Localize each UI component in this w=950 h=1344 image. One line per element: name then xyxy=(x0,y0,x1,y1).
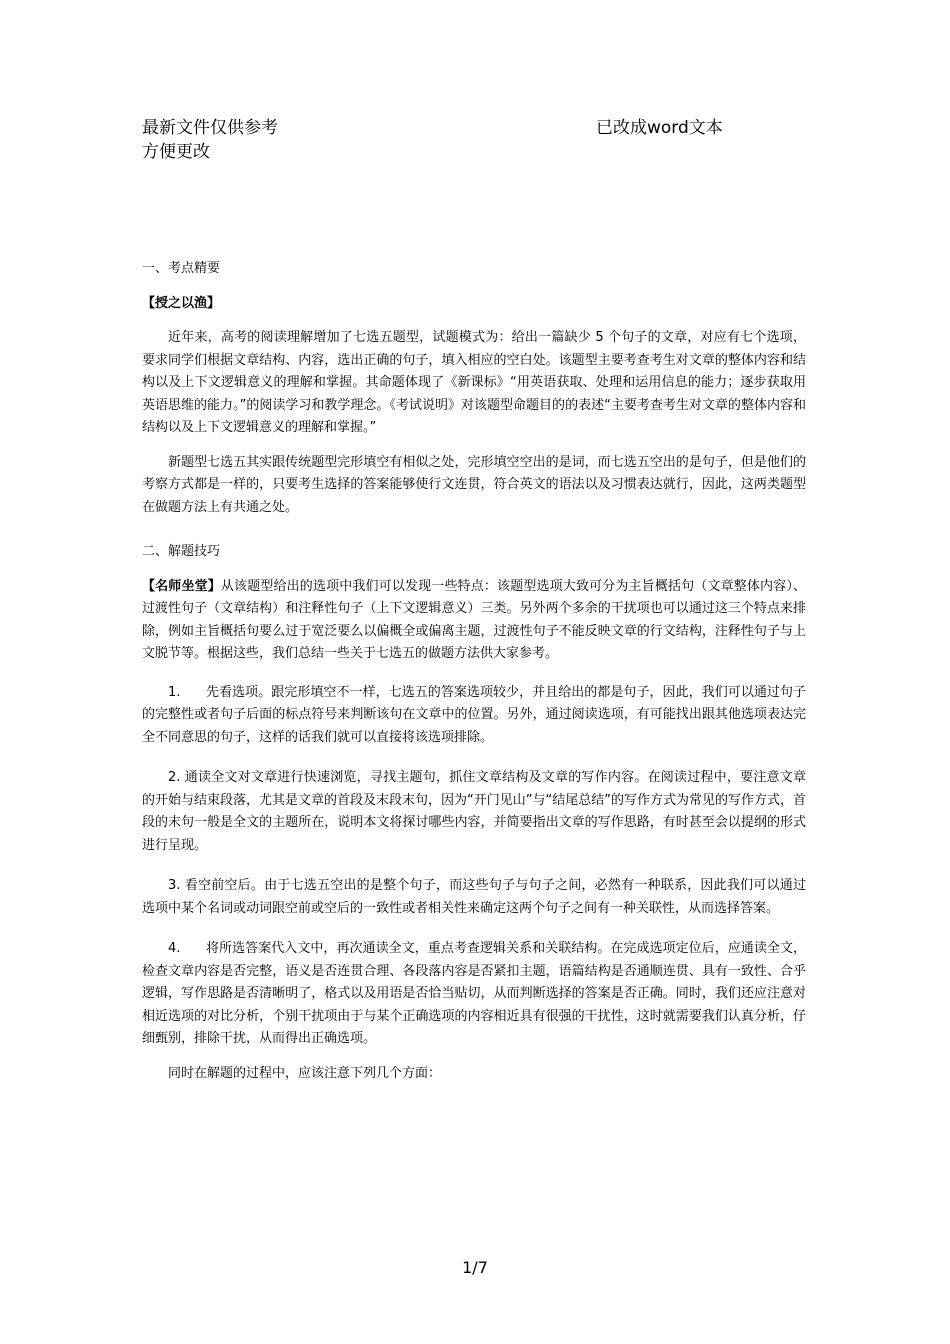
page-number: 1/7 xyxy=(462,1258,488,1277)
list-item-2-text: 通读全文对文章进行快速浏览，寻找主题句，抓住文章结构及文章的写作内容。在阅读过程中，要注意文章的开始与结束段落，尤其是文章的首段及末段末句，因为“开门见山”与“结尾总结”的写作方式为常见的写作方式，首段的末句一般是全文的主题所在，说明本文将探讨哪些内容，并简要指出文章的写作思路，有时甚至会以提纲的形式进行呈现。 xyxy=(142,770,806,853)
section-2-heading: 二、解题技巧 xyxy=(142,544,221,559)
header-line-2: 方便更改 xyxy=(142,142,210,162)
list-item-1-number: 1. xyxy=(168,684,181,700)
header-note-left xyxy=(142,116,278,164)
list-item-1-text: 先看选项。跟完形填空不一样，七选五的答案选项较少，并且给出的都是句子，因此，我们可以通过句子的完整性或者句子后面的标点符号来判断该句在文章中的位置。另外，通过阅读选项，有可能找出跟其他选项表达完全不同意思的句子，这样的话我们就可以直接将该选项排除。 xyxy=(142,684,806,745)
section-2-intro-paragraph xyxy=(142,576,806,666)
header-line-1: 最新文件仅供参考 xyxy=(142,118,278,138)
list-item-1 xyxy=(142,682,806,750)
section-2-subheading: 【名师坐堂】 xyxy=(142,578,221,594)
list-item-4-text: 将所选答案代入文中，再次通读全文，重点考查逻辑关系和关联结构。在完成选项定位后，应通读全文，检查文章内容是否完整，语义是否连贯合理、各段落内容是否紧扣主题，语篇结构是否通顺连贯、具有一致性、合乎逻辑，写作思路是否清晰明了，格式以及用语是否恰当贴切，从而判断选择的答案是否正确。同时，我们还应注意对相近选项的对比分析，个别干扰项由于与某个正确选项的内容相近具有很强的干扰性，这时就需要我们认真分析，仔细甄别，排除干扰，从而得出正确选项。 xyxy=(142,941,806,1046)
section-1-heading: 一、考点精要 xyxy=(142,261,221,276)
section-1-subheading: 【授之以渔】 xyxy=(142,295,221,311)
list-item-4 xyxy=(142,938,806,1051)
header-note-right: 已改成word文本 xyxy=(596,118,723,138)
section-1-paragraph-1: 近年来，高考的阅读理解增加了七选五题型，试题模式为：给出一篇缺少 5 个句子的文章，对应有七个选项，要求同学们根据文章结构、内容，选出正确的句子，填入相应的空白处。该题型主要考查考生对文章的整体内容和结构以及上下文逻辑意义的理解和掌握。其命题体现了《新课标》“用英语获取、处理和运用信息的能力；逐步获取用英语思维的能力。”的阅读学习和教学理念。《考试说明》对该题型命题目的的表述“主要考查考生对文章的整体内容和结构以及上下文逻辑意义的理解和掌握。” xyxy=(142,330,806,435)
closing-paragraph: 同时在解题的过程中，应该注意下列几个方面： xyxy=(168,1065,442,1081)
list-item-3-text: 看空前空后。由于七选五空出的是整个句子，而这些句子与句子之间，必然有一种联系，因此我们可以通过选项中某个名词或动词跟空前或空后的一致性或者相关性来确定这两个句子之间有一种关联性，从而选择答案。 xyxy=(142,878,806,916)
section-1-paragraph-2: 新题型七选五其实跟传统题型完形填空有相似之处，完形填空空出的是词，而七选五空出的是句子，但是他们的考察方式都是一样的，只要考生选择的答案能够使行文连贯，符合英文的语法以及习惯表达就行，因此，这两类题型在做题方法上有共通之处。 xyxy=(142,454,806,515)
list-item-3 xyxy=(142,875,806,920)
section-2-intro-text: 从该题型给出的选项中我们可以发现一些特点：该题型选项大致可分为主旨概括句（文章整体内容）、过渡性句子（文章结构）和注释性句子（上下文逻辑意义）三类。另外两个多余的干扰项也可以通过这三个特点来排除，例如主旨概括句要么过于宽泛要么以偏概全或偏离主题，过渡性句子不能反映文章的行文结构，注释性句子与上文脱节等。根据这些，我们总结一些关于七选五的做题方法供大家参考。 xyxy=(142,578,806,661)
list-item-3-number: 3. xyxy=(168,878,181,893)
document-body xyxy=(142,258,806,1085)
list-item-2 xyxy=(142,767,806,857)
list-item-4-number: 4. xyxy=(168,941,181,956)
list-item-2-number: 2. xyxy=(168,770,181,785)
